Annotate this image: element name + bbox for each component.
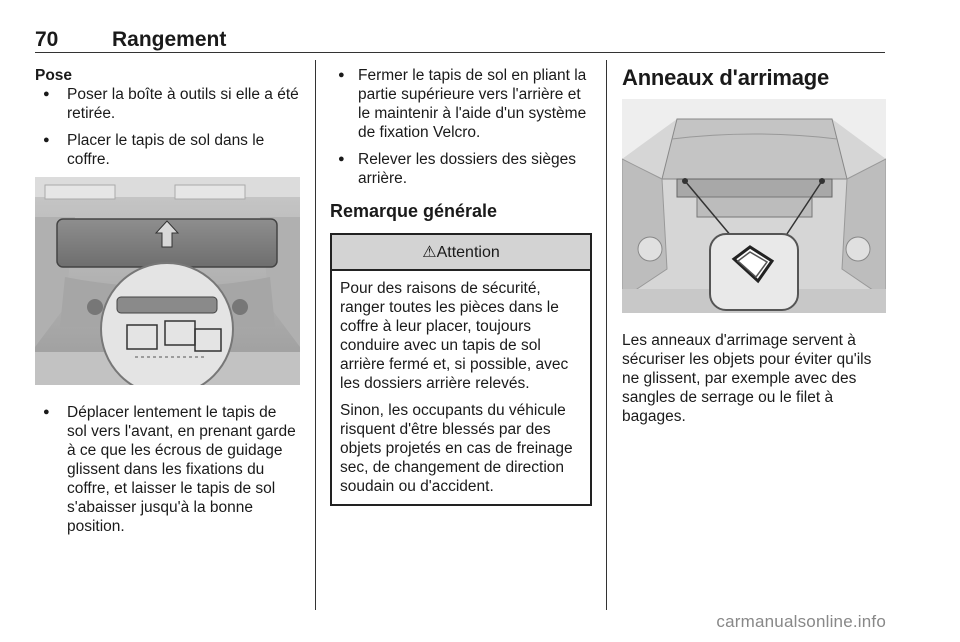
lashing-eyes-paragraph: Les anneaux d'arrimage servent à sécuriser les objets pour éviter qu'ils ne glissent, par exemple avec des sangles de serrage ou le filet à bagages. (622, 332, 872, 425)
subheading-pose: Pose (35, 67, 73, 84)
header-rule (35, 52, 885, 53)
page-title: Rangement (112, 28, 227, 51)
page-number: 70 (35, 28, 59, 51)
column-2 (330, 66, 592, 506)
list-item: ● Poser la boîte à outils si elle a été retirée. (35, 85, 300, 123)
bullet-list-top (35, 85, 300, 169)
warning-icon: ⚠ (422, 244, 437, 261)
watermark: carmanualsonline.info (716, 612, 886, 631)
section-heading-lashing-eyes: Anneaux d'arrimage (622, 65, 830, 90)
list-item: ● Placer le tapis de sol dans le coffre. (35, 131, 300, 169)
column-1 (35, 66, 300, 544)
bullet-list (330, 66, 592, 188)
warning-paragraph: Pour des raisons de sécurité, ranger toutes les pièces dans le coffre à leur placer, toujours conduire avec un tapis de sol arrière fermé et, si possible, avec les dossiers arrière relevés. (340, 280, 569, 392)
trunk-floor-mat-illustration (35, 177, 300, 385)
column-divider-1 (315, 60, 316, 610)
warning-header (332, 235, 590, 271)
list-item: ● Relever les dossiers des sièges arrière. (330, 150, 592, 188)
column-3 (622, 66, 886, 426)
section-heading: Remarque générale (330, 201, 498, 221)
warning-box (330, 233, 592, 506)
list-item: ● Déplacer lentement le tapis de sol vers l'avant, en prenant garde à ce que les écrous de guidage glissent dans les fixations du coffre, et laisser le tapis de sol s'abaisser jusqu'à la bonne position. (35, 403, 300, 536)
list-item: ● Fermer le tapis de sol en pliant la partie supérieure vers l'arrière et le maintenir à l'aide d'un système de fixation Velcro. (330, 66, 592, 142)
warning-paragraph: Sinon, les occupants du véhicule risquent d'être blessés par des objets projetés en cas de freinage sec, de changement de direction soudain ou d'accident. (340, 402, 573, 495)
column-divider-2 (606, 60, 607, 610)
warning-body (332, 271, 590, 504)
lashing-eyes-illustration (622, 99, 886, 313)
warning-title: Attention (436, 244, 500, 261)
bullet-list-bottom (35, 403, 300, 536)
